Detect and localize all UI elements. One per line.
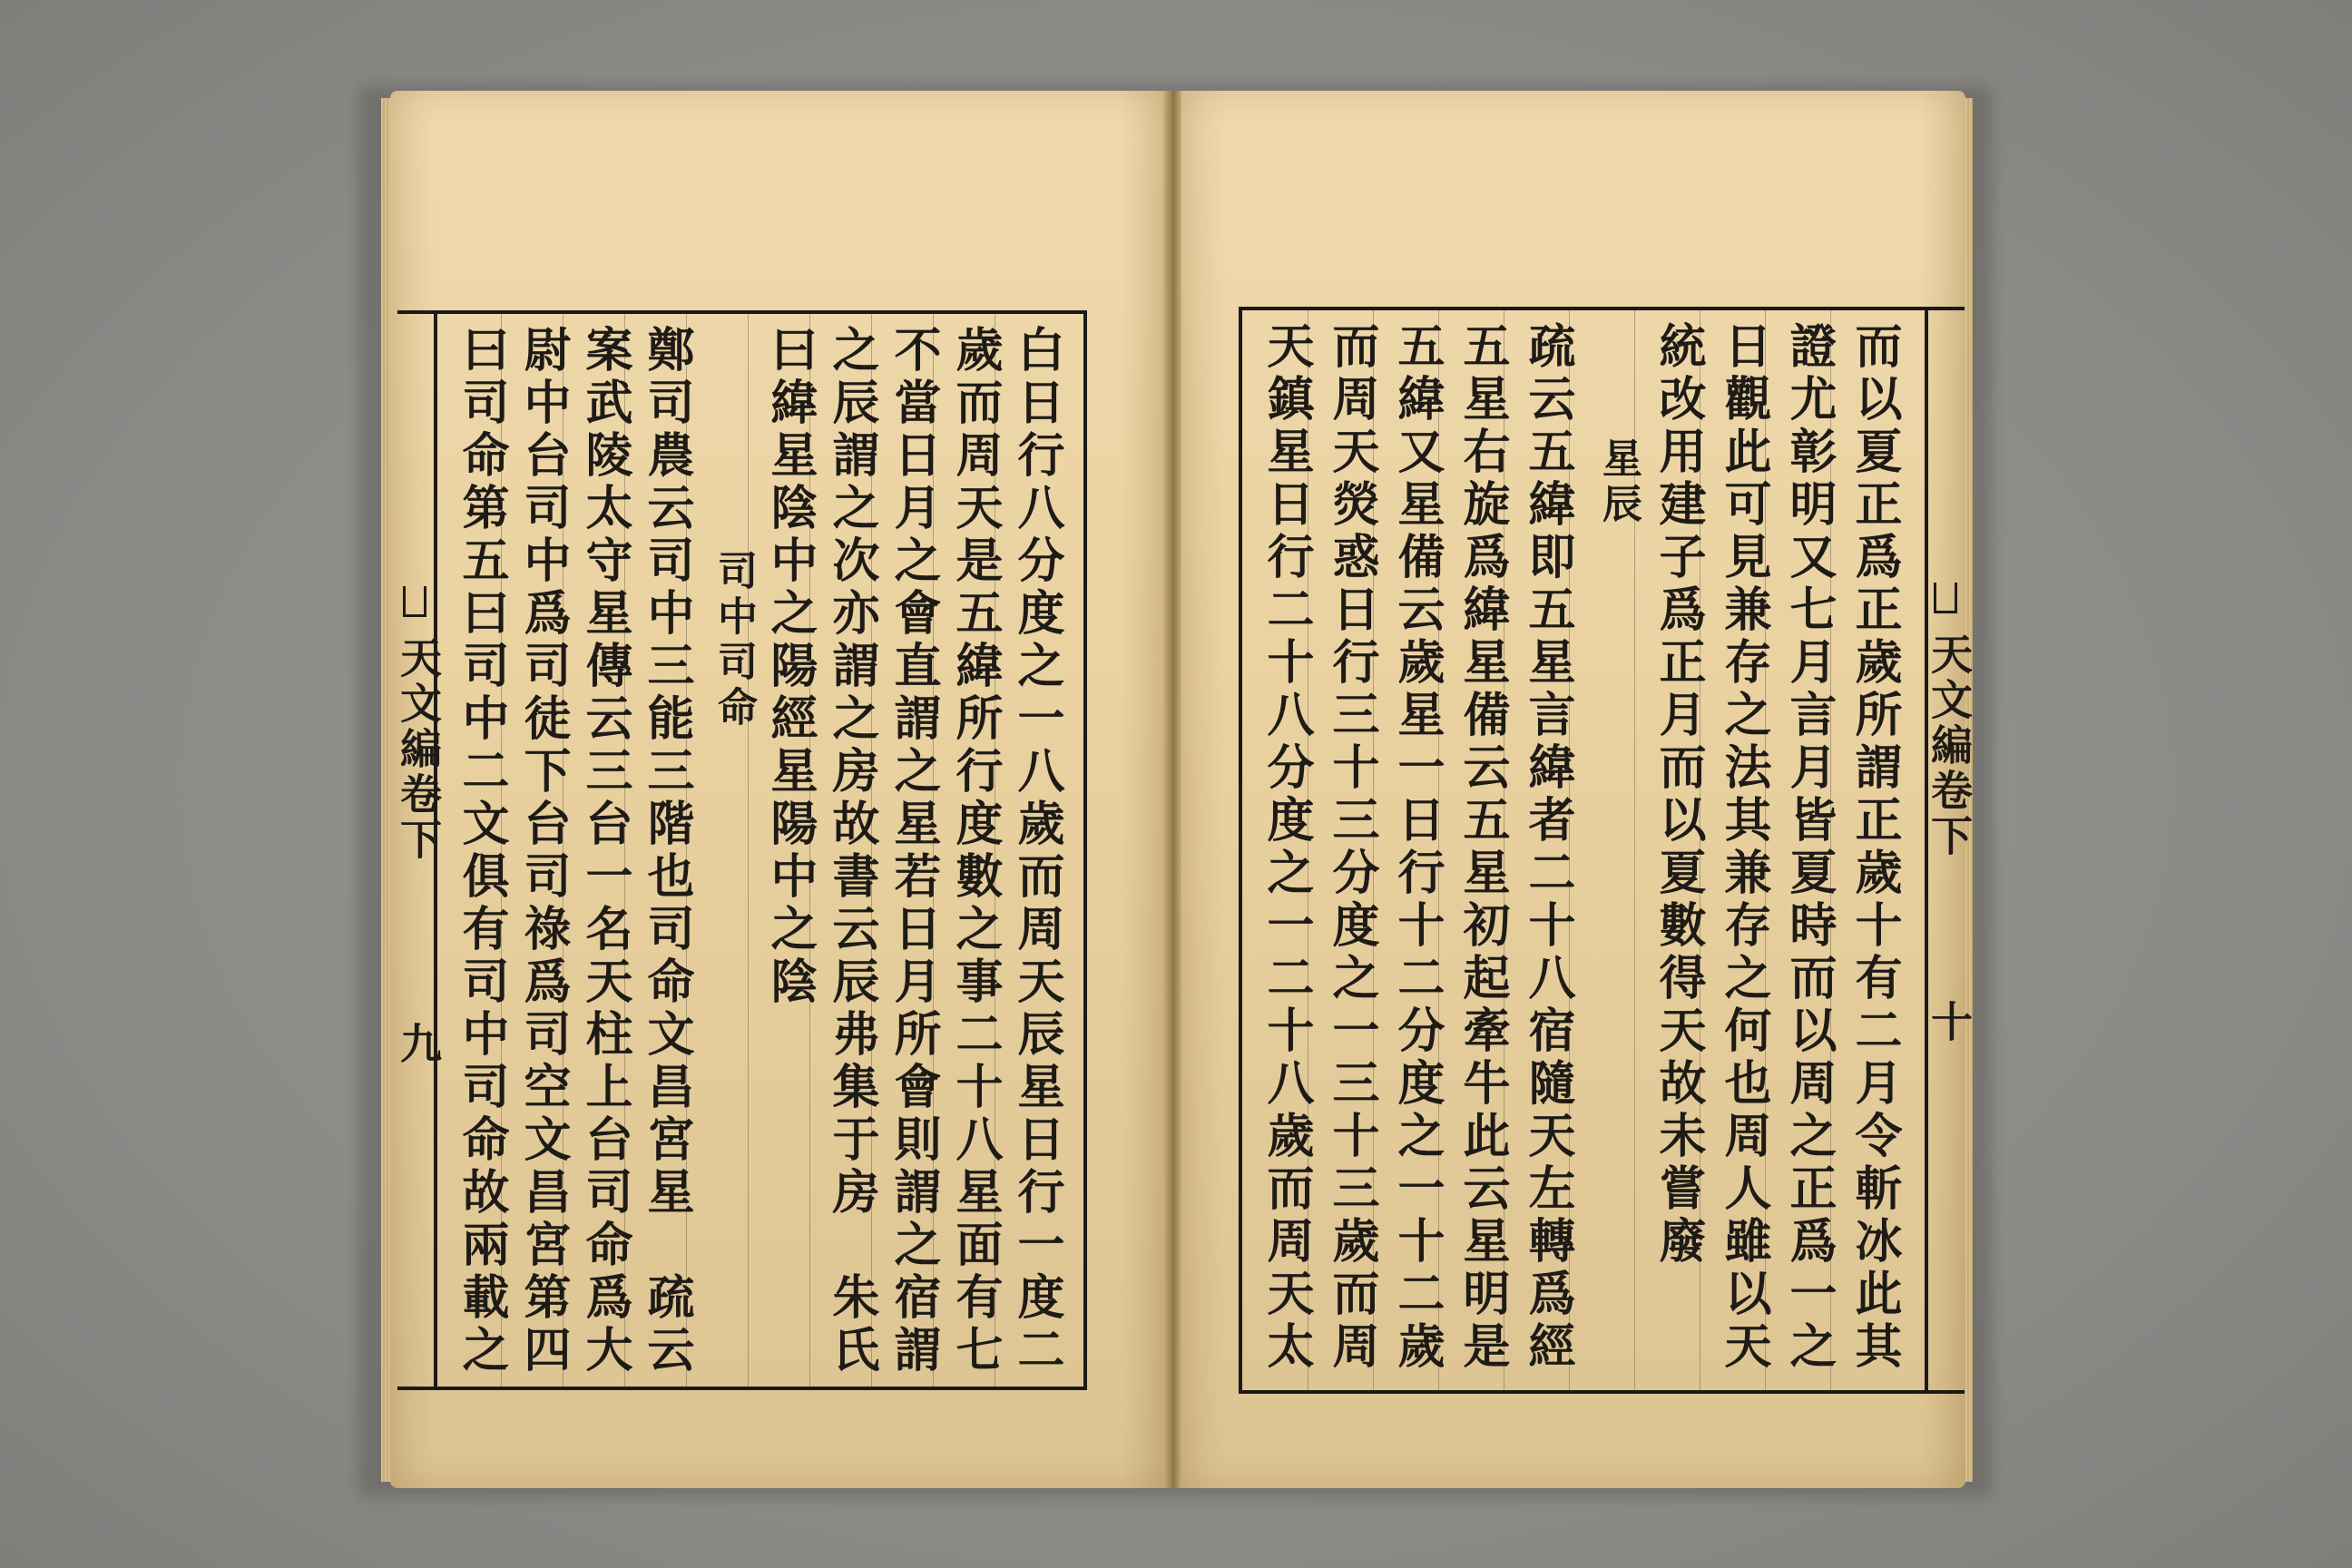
folio-number: 十 <box>1925 1000 1974 1045</box>
text-column: 疏云五緯即五星言緯者二十八宿隨天左轉爲經 <box>1520 321 1575 1374</box>
text-column: 五星右旋爲緯星備云五星初起牽牛此云星明是 <box>1455 321 1510 1374</box>
text-column: 統改用建子爲正月而以夏數得天故未嘗廢 <box>1651 321 1706 1269</box>
left-banxin <box>394 310 443 1390</box>
section-heading: 星辰 <box>1595 437 1642 528</box>
fishtail-mark <box>403 586 426 617</box>
section-heading: 司中司命 <box>710 550 757 731</box>
right-banxin <box>1925 307 1974 1394</box>
text-column: 而以夏正爲正歲所謂正歲十有二月令斬冰此其 <box>1847 321 1902 1374</box>
text-column: 曰司命第五曰司中二文俱有司中司命故兩載之 <box>454 325 509 1377</box>
text-column: 曰緯星陰中之陽經星陽中之陰 <box>762 325 818 1009</box>
text-column: 證尤彰明又七月言月皆夏時而以周之正爲一之 <box>1781 321 1837 1374</box>
margin-title: 天文編卷下 <box>394 636 443 863</box>
text-column: 案武陵太守星傳云三台一名天柱上台司命爲大 <box>577 325 632 1377</box>
gutter <box>1163 91 1181 1488</box>
margin-title: 天文編卷下 <box>1925 632 1974 859</box>
text-column: 歲而周天是五緯所行度數之事二十八星面有七 <box>947 325 1003 1377</box>
text-column: 天鎮星日行二十八分度之一二十八歲而周天太 <box>1259 321 1314 1374</box>
text-column: 而周天熒惑日行三十三分度之一三十三歲而周 <box>1324 321 1379 1374</box>
text-column: 日觀此可見兼存之法其兼存之何也周人雖以天 <box>1716 321 1771 1374</box>
text-column: 五緯又星備云歲星一日行十二分度之一十二歲 <box>1389 321 1445 1374</box>
text-column: 之辰謂之次亦謂之房故書云辰弗集于房 朱氏 <box>824 325 879 1377</box>
right-text-block <box>1239 307 1928 1394</box>
left-text-block <box>434 310 1087 1390</box>
folio-number: 九 <box>394 1022 443 1067</box>
fishtail-mark <box>1934 583 1957 613</box>
text-column: 白日行八分度之一八歲而周天辰星日行一度二 <box>1009 325 1064 1377</box>
text-column: 尉中台司中爲司徒下台司祿爲司空文昌宮第四 <box>515 325 571 1377</box>
text-column: 鄭司農云司中三能三階也司命文昌宮星 疏云 <box>639 325 694 1377</box>
text-column: 不當日月之會直謂之星若日月所會則謂之宿謂 <box>886 325 941 1377</box>
